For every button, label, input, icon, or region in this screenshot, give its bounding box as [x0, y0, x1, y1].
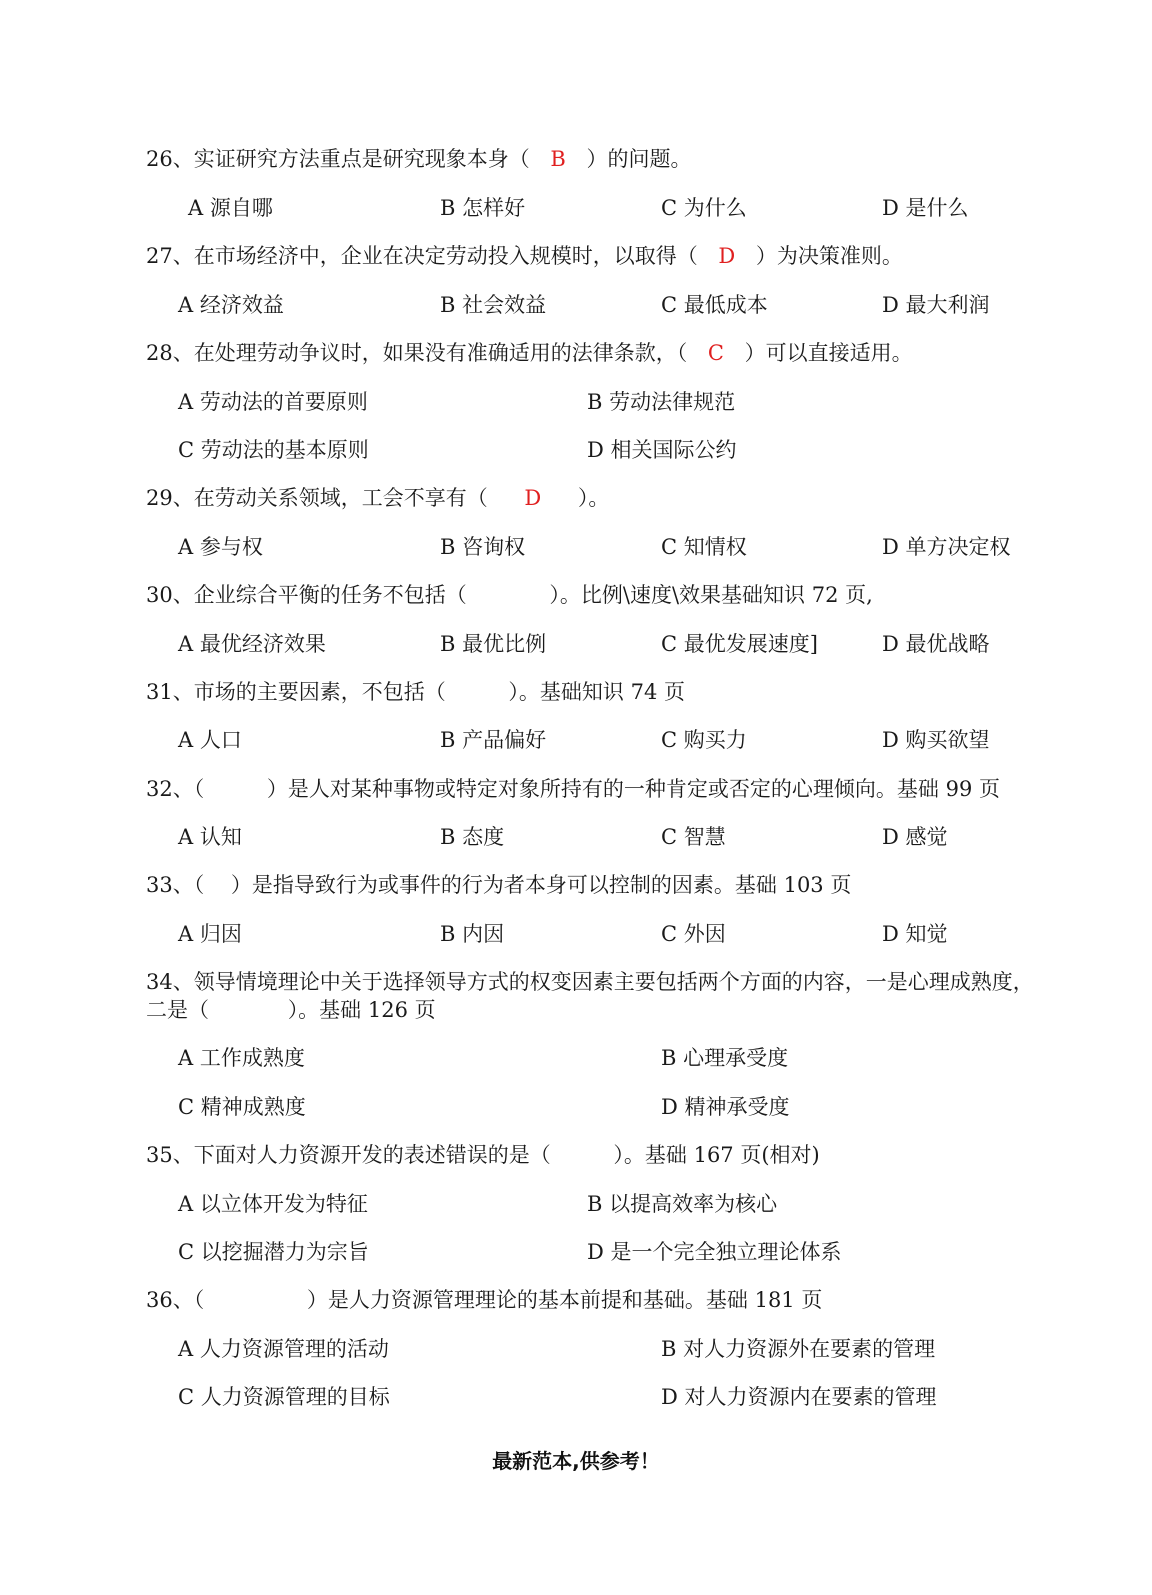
option-b: B 内因: [440, 922, 505, 946]
question-text-post: ）是指导致行为或事件的行为者本身可以控制的因素。基础 103 页: [230, 873, 852, 897]
answer-mark: [216, 998, 288, 1022]
option-a: A 源自哪: [188, 196, 273, 220]
option-b: B 态度: [440, 825, 505, 849]
question-text-pre: 27、在市场经济中，企业在决定劳动投入规模时，以取得（: [146, 244, 705, 268]
answer-mark: [211, 777, 267, 801]
option-c: C 以挖掘潜力为宗旨: [178, 1240, 369, 1264]
option-a: A 认知: [178, 825, 242, 849]
option-d: D 精神承受度: [661, 1095, 790, 1119]
option-b: B 以提高效率为核心: [587, 1192, 778, 1216]
question-text-pre: 30、企业综合平衡的任务不包括（: [146, 583, 474, 607]
option-c: C 最优发展速度]: [661, 632, 818, 656]
option-a: A 归因: [178, 922, 242, 946]
option-d: D 单方决定权: [882, 535, 1011, 559]
page-footer: 最新范本,供参考！: [492, 1449, 660, 1473]
option-a: A 经济效益: [178, 293, 284, 317]
question-35: [146, 1141, 820, 1169]
option-c: C 精神成熟度: [178, 1095, 306, 1119]
option-a: A 人力资源管理的活动: [178, 1337, 389, 1361]
question-text-pre: 28、在处理劳动争议时，如果没有准确适用的法律条款，（: [146, 341, 694, 365]
option-b: B 劳动法律规范: [587, 390, 736, 414]
question-text-pre: 26、实证研究方法重点是研究现象本身（: [146, 147, 537, 171]
question-text-post: ）。: [571, 486, 610, 510]
option-b: B 社会效益: [440, 293, 547, 317]
question-34: [146, 968, 1036, 1024]
answer-mark: D: [718, 244, 736, 268]
question-text-pre: 29、在劳动关系领域，工会不享有（: [146, 486, 495, 510]
option-b: B 咨询权: [440, 535, 526, 559]
option-d: D 最优战略: [882, 632, 990, 656]
answer-mark: [211, 1288, 307, 1312]
question-27: [146, 242, 903, 270]
option-b: B 对人力资源外在要素的管理: [661, 1337, 936, 1361]
option-c: C 劳动法的基本原则: [178, 438, 369, 462]
answer-mark: C: [707, 341, 724, 365]
question-36: [146, 1286, 822, 1314]
question-text-post: ）为决策准则。: [749, 244, 903, 268]
answer-mark: B: [550, 147, 566, 171]
answer-mark: [557, 1143, 613, 1167]
option-a: A 人口: [178, 728, 242, 752]
option-d: D 是一个完全独立理论体系: [587, 1240, 842, 1264]
question-32: [146, 775, 1000, 803]
option-c: C 购买力: [661, 728, 747, 752]
question-text-pre: 31、市场的主要因素，不包括（: [146, 680, 453, 704]
question-text-pre: 35、下面对人力资源开发的表述错误的是（: [146, 1143, 558, 1167]
option-d: D 最大利润: [882, 293, 990, 317]
option-d: D 是什么: [882, 196, 969, 220]
option-a: A 劳动法的首要原则: [178, 390, 368, 414]
option-c: C 最低成本: [661, 293, 768, 317]
question-text-post: ）。比例\速度\效果基础知识 72 页,: [549, 583, 873, 607]
answer-mark: [211, 873, 231, 897]
question-26: [146, 145, 692, 173]
question-29: [146, 484, 609, 512]
question-33: [146, 871, 851, 899]
answer-mark: [473, 583, 549, 607]
option-d: D 购买欲望: [882, 728, 990, 752]
option-b: B 最优比例: [440, 632, 547, 656]
question-text-post: ）。基础知识 74 页: [508, 680, 685, 704]
option-a: A 以立体开发为特征: [178, 1192, 368, 1216]
option-c: C 外因: [661, 922, 726, 946]
question-text-post: ）是人力资源管理理论的基本前提和基础。基础 181 页: [306, 1288, 823, 1312]
question-text-post: ）的问题。: [579, 147, 692, 171]
question-text-post: ）是人对某种事物或特定对象所持有的一种肯定或否定的心理倾向。基础 99 页: [266, 777, 1000, 801]
option-c: C 智慧: [661, 825, 726, 849]
question-28: [146, 339, 913, 367]
answer-mark: D: [524, 486, 542, 510]
answer-mark: [452, 680, 508, 704]
question-30: [146, 581, 873, 609]
option-c: C 人力资源管理的目标: [178, 1385, 390, 1409]
question-text-pre: 33、（: [146, 873, 211, 897]
option-a: A 最优经济效果: [178, 632, 326, 656]
question-text-post: ）。基础 167 页(相对): [613, 1143, 820, 1167]
option-b: B 产品偏好: [440, 728, 547, 752]
question-text-pre: 36、（: [146, 1288, 211, 1312]
option-c: C 为什么: [661, 196, 747, 220]
option-d: D 知觉: [882, 922, 948, 946]
option-d: D 对人力资源内在要素的管理: [661, 1385, 937, 1409]
question-text-pre: 34、领导情境理论中关于选择领导方式的权变因素主要包括两个方面的内容，一是心理成熟度，二是（: [146, 970, 1034, 1022]
question-text-post: ）可以直接适用。: [737, 341, 913, 365]
question-31: [146, 678, 685, 706]
option-c: C 知情权: [661, 535, 747, 559]
option-d: D 感觉: [882, 825, 948, 849]
option-a: A 工作成熟度: [178, 1046, 305, 1070]
option-d: D 相关国际公约: [587, 438, 737, 462]
option-a: A 参与权: [178, 535, 263, 559]
question-text-post: ）。基础 126 页: [287, 998, 436, 1022]
option-b: B 心理承受度: [661, 1046, 789, 1070]
option-b: B 怎样好: [440, 196, 526, 220]
question-text-pre: 32、（: [146, 777, 211, 801]
